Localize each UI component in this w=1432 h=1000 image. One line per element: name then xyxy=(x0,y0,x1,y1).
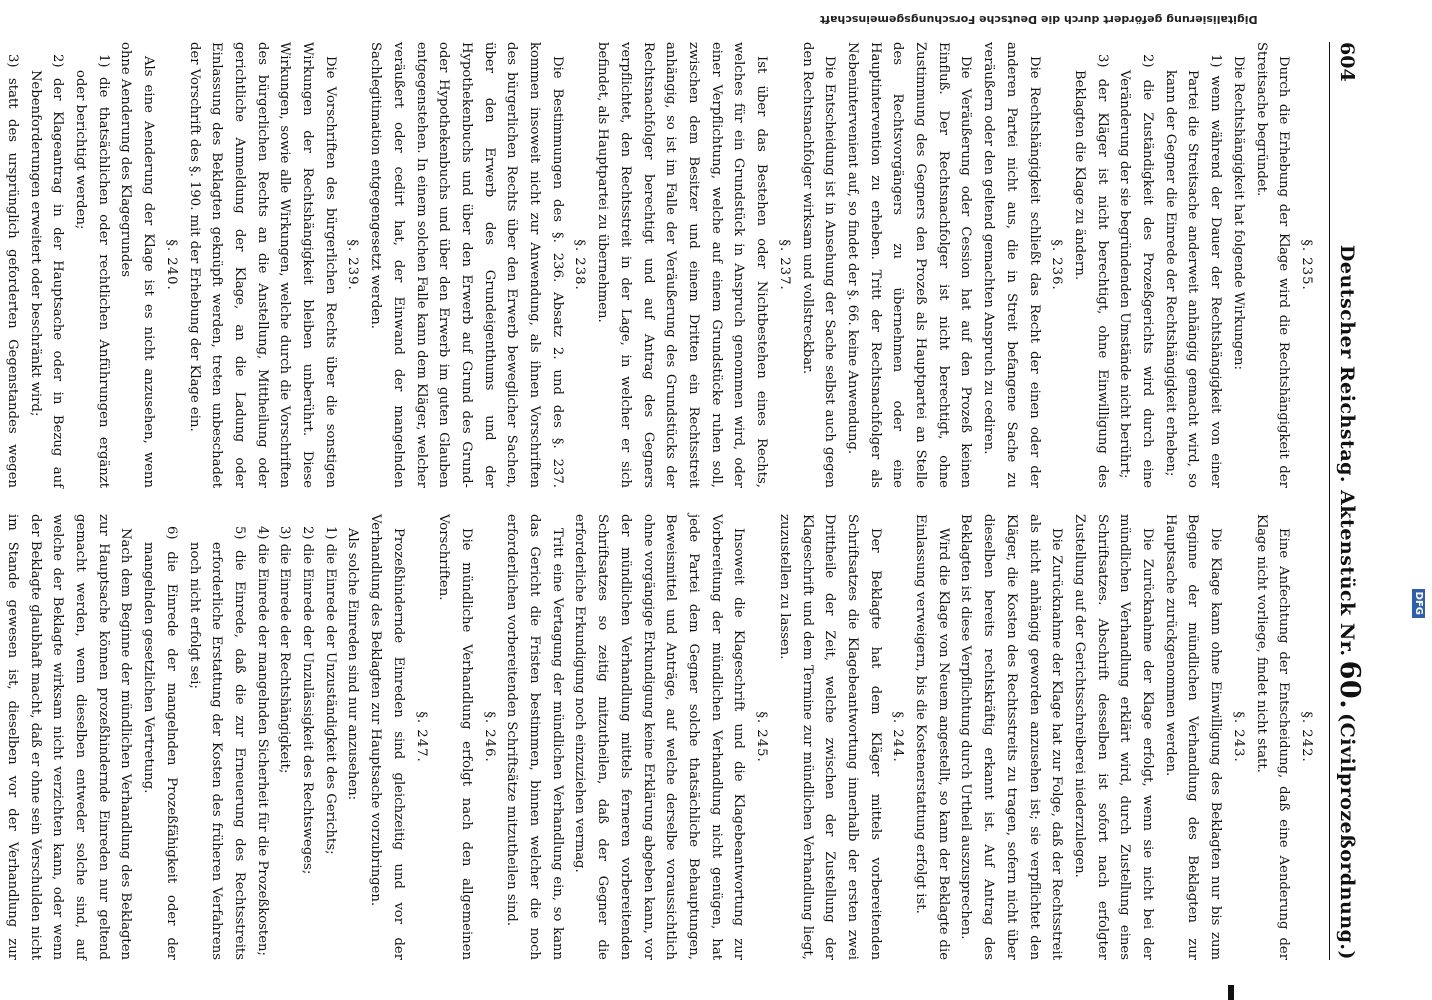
right-column xyxy=(4,514,1317,960)
title-right: (Civilprozeßordnung.) xyxy=(1336,713,1358,960)
running-head xyxy=(1329,42,1365,960)
paragraph: Die Vorschriften des bürgerlichen Rechts über die sonstigen Wirkungen der Rechtshängigkeit bleiben unberührt. Diese Wirkungen, sowie alle Wirkungen, welche durch die Vorschriften des bürgerlichen Rechts an die Anstellung, Mittheilung oder gerichtliche Anmeldung der Klage, an die Ladung oder Einlassung des Beklagten geknüpft werden, treten unbeschadet der Vorschrift des §. 190. mit der Erhebung der Klage ein. xyxy=(186,42,338,488)
paragraph: Eine Anfechtung der Entscheidung, daß eine Aenderung der Klage nicht vorliege, findet nicht statt. xyxy=(1253,514,1292,960)
paragraph: Wird die Klage von Neuem angestellt, so kann der Beklagte die Einlassung verweigern, bis die Kostenerstattung erfolgt ist. xyxy=(913,514,951,960)
paragraph: Die Rechtshängigkeit hat folgende Wirkungen: xyxy=(1230,56,1246,370)
list-item: 3) statt des ursprünglich geforderten Gegenstandes wegen xyxy=(4,54,20,488)
paragraph: Die Klage kann ohne Einwilligung des Beklagten nur bis zum Beginne der mündlichen Verhandlung des Beklagten zur Hauptsache zurückgenommen werden. xyxy=(1162,514,1224,960)
section-heading: §. 243. xyxy=(1230,711,1246,763)
paragraph: Die Veräußerung oder Cession hat auf den Prozeß keinen Einfluß. Der Rechtsnachfolger ist nicht berechtigt, ohne Zustimmung des Gegners den Prozeß als Hauptpartei an Stelle des Rechtsvorgängers zu übernehmen oder eine Hauptintervention zu erheben. Tritt der Rechtsnachfolger als Nebenintervenient auf, so findet der §. 66. keine Anwendung. xyxy=(844,42,974,488)
paragraph: Als solche Einreden sind nur anzusehen: xyxy=(345,528,361,801)
paragraph: Prozeßhindernde Einreden sind gleichzeitig und vor der Verhandlung des Beklagten zur Hauptsache vorzubringen. xyxy=(368,514,406,960)
dfg-logo: DFG xyxy=(1412,589,1425,618)
section-heading: §. 246. xyxy=(481,711,497,763)
paragraph: Tritt eine Vertagung der mündlichen Verhandlung ein, so kann das Gericht die Fristen bestimmen, binnen welcher die noch erforderlichen vorbereitenden Schriftsätze mitzutheilen sind. xyxy=(504,514,565,960)
section-heading: §. 244. xyxy=(890,711,906,763)
paragraph: Die mündliche Verhandlung erfolgt nach den allgemeinen Vorschriften. xyxy=(436,514,474,960)
paragraph: Nach dem Beginne der mündlichen Verhandlung des Beklagten zur Hauptsache können prozeßhindernde Einreden nur geltend gemacht werden, wenn dieselben entweder solche sind, auf welche der Beklagte wirksam nicht verzichten kann, oder wenn der Beklagte glaubhaft macht, daß er ohne sein Verschulden nicht im Stande gewesen ist, dieselben vor der Verhandlung zur xyxy=(4,514,134,960)
paragraph: Als eine Aenderung der Klage ist es nicht anzusehen, wenn ohne Aenderung des Klagegrundes xyxy=(118,42,157,488)
paragraph: Der Beklagte hat dem Kläger mittels vorbereitenden Schriftsatzes die Klagebeantwortung innerhalb der ersten zwei Drittheile der Zeit, welche zwischen der Zustellung der Klageschrift und dem Termine zur mündlichen Verhandlung liegt, zuzustellen zu lassen. xyxy=(776,514,883,960)
paragraph: Die Bestimmungen des §. 236. Absatz 2. und des §. 237. kommen insoweit nicht zur Anwendung, als ihnen Vorschriften des bürgerlichen Rechts über den Erwerb beweglicher Sachen, über den Erwerb des Grundeigenthums und der Hypothekenbuchs und über den Erwerb auf Grund des Grund- oder Hypothekenbuchs und über den Erwerb im guten Glauben entgegenstehen. In einem solchen Falle kann dem Kläger, welcher veräußert oder cedirt hat, der Einwand der mangelnden Sachlegitimation entgegengesetzt werden. xyxy=(368,42,565,488)
section-heading: §. 239. xyxy=(345,239,361,291)
paragraph: Die Rechtshängigkeit schließt das Recht der einen oder der anderen Partei nicht aus, die in Streit befangene Sache zu veräußern oder den geltend gemachten Anspruch zu cediren. xyxy=(981,42,1042,488)
list-item: 3) die Einrede der Rechtshängigkeit; xyxy=(277,526,293,774)
list-item: 3) der Kläger ist nicht berechtigt, ohne Einwilligung des Beklagten die Klage zu ändern. xyxy=(1071,54,1110,488)
list-item: 6) die Einrede der mangelnden Prozeßfähigkeit oder der mangelnden gesetzlichen Vertretung. xyxy=(141,526,179,960)
paragraph: Insoweit die Klageschrift und die Klagebeantwortung zur Vorbereitung der mündlichen Verhandlung nicht genügen, hat jede Partei dem Gegner solche thatsächliche Behauptungen, Beweismittel und Anträge, auf welche derselbe voraussichtlich ohne vorgängige Erkundigung keine Erklärung abgeben kann, vor der mündlichen Verhandlung mittels ferneren vorbereitenden Schriftsatzes so zeitig mitzutheilen, daß der Gegner die erforderliche Erkundigung noch einzuziehen vermag. xyxy=(572,514,747,960)
digitization-note: Digitalisierung gefördert durch die Deutsche Forschungsgemeinschaft xyxy=(820,13,1258,26)
paragraph: Die Entscheidung ist in Ansehung der Sache selbst auch gegen den Rechtsnachfolger wirksam und vollstreckbar. xyxy=(799,42,838,488)
section-heading: §. 236. xyxy=(1049,239,1065,291)
paragraph: Die Zurücknahme der Klage erfolgt, wenn sie nicht bei der mündlichen Verhandlung erklärt wird, durch Zustellung eines Schriftsatzes. Abschrift desselben ist sofort nach erfolgter Zustellung auf der Gerichtsschreiberei niederzulegen. xyxy=(1071,514,1156,960)
list-item: 1) die thatsächlichen oder rechtlichen Anführungen ergänzt oder berichtigt werden; xyxy=(73,54,111,488)
scan-artifact xyxy=(1228,985,1234,1000)
paragraph: Ist über das Bestehen oder Nichtbestehen eines Rechts, welches für ein Grundstück in Anspruch genommen wird, oder einer Verpflichtung, welche auf einem Grundstücke ruhen soll, zwischen dem Besitzer und einem Dritten ein Rechtsstreit anhängig, so ist im Falle der Veräußerung des Grundstücks der Rechtsnachfolger berechtigt und auf Antrag des Gegners verpflichtet, den Rechtsstreit in der Lage, in welcher er sich befindet, als Hauptpartei zu übernehmen. xyxy=(595,42,770,488)
list-item: 2) die Einrede der Unzulässigkeit des Rechtsweges; xyxy=(300,526,316,875)
section-heading: §. 247. xyxy=(413,711,429,763)
paragraph: Die Zurücknahme der Klage hat zur Folge, daß der Rechtsstreit als nicht anhängig geworden anzusehen ist; sie verpflichtet den Kläger, die Kosten des Rechtsstreits zu tragen, sofern nicht über dieselben bereits rechtskräftig erkannt ist. Auf Antrag des Beklagten ist diese Verpflichtung durch Urtheil auszusprechen. xyxy=(958,514,1065,960)
list-item: 4) die Einrede der mangelnden Sicherheit für die Prozeßkosten; xyxy=(254,526,270,956)
list-item: 5) die Einrede, daß die zur Erneuerung des Rechtsstreits erforderliche Erstattung der Kosten des früheren Verfahrens noch nicht erfolgt sei; xyxy=(186,526,247,960)
section-heading: §. 235. xyxy=(1299,239,1314,291)
list-item: 2) die Zuständigkeit des Prozeßgerichts wird durch eine Veränderung der sie begründenden Umstände nicht berührt; xyxy=(1117,54,1156,488)
document-number: 60. xyxy=(1334,660,1365,710)
list-item: 2) der Klageantrag in der Hauptsache oder in Bezug auf Nebenforderungen erweitert oder beschränkt wird; xyxy=(27,54,66,488)
list-item: 1) die Einrede der Unzuständigkeit des Gerichts; xyxy=(322,526,338,855)
left-column xyxy=(4,42,1317,488)
title-left: Deutscher Reichstag. Aktenstück Nr. xyxy=(1336,244,1358,657)
text-columns xyxy=(4,42,1317,960)
section-heading: §. 238. xyxy=(572,239,588,291)
section-heading: §. 240. xyxy=(163,239,179,291)
section-heading: §. 237. xyxy=(776,239,792,291)
list-item: 1) wenn während der Dauer der Rechtshängigkeit von einer Partei die Streitsache anderweit anhängig gemacht wird, so kann der Gegner die Einrede der Rechtshängigkeit erheben; xyxy=(1162,54,1224,488)
section-heading: §. 242. xyxy=(1299,711,1314,763)
paragraph: Durch die Erhebung der Klage wird die Rechtshängigkeit der Streitsache begründet. xyxy=(1253,42,1292,488)
page-number: 604 xyxy=(1336,42,1358,82)
page-title xyxy=(1334,245,1365,960)
section-heading: §. 245. xyxy=(754,711,770,763)
